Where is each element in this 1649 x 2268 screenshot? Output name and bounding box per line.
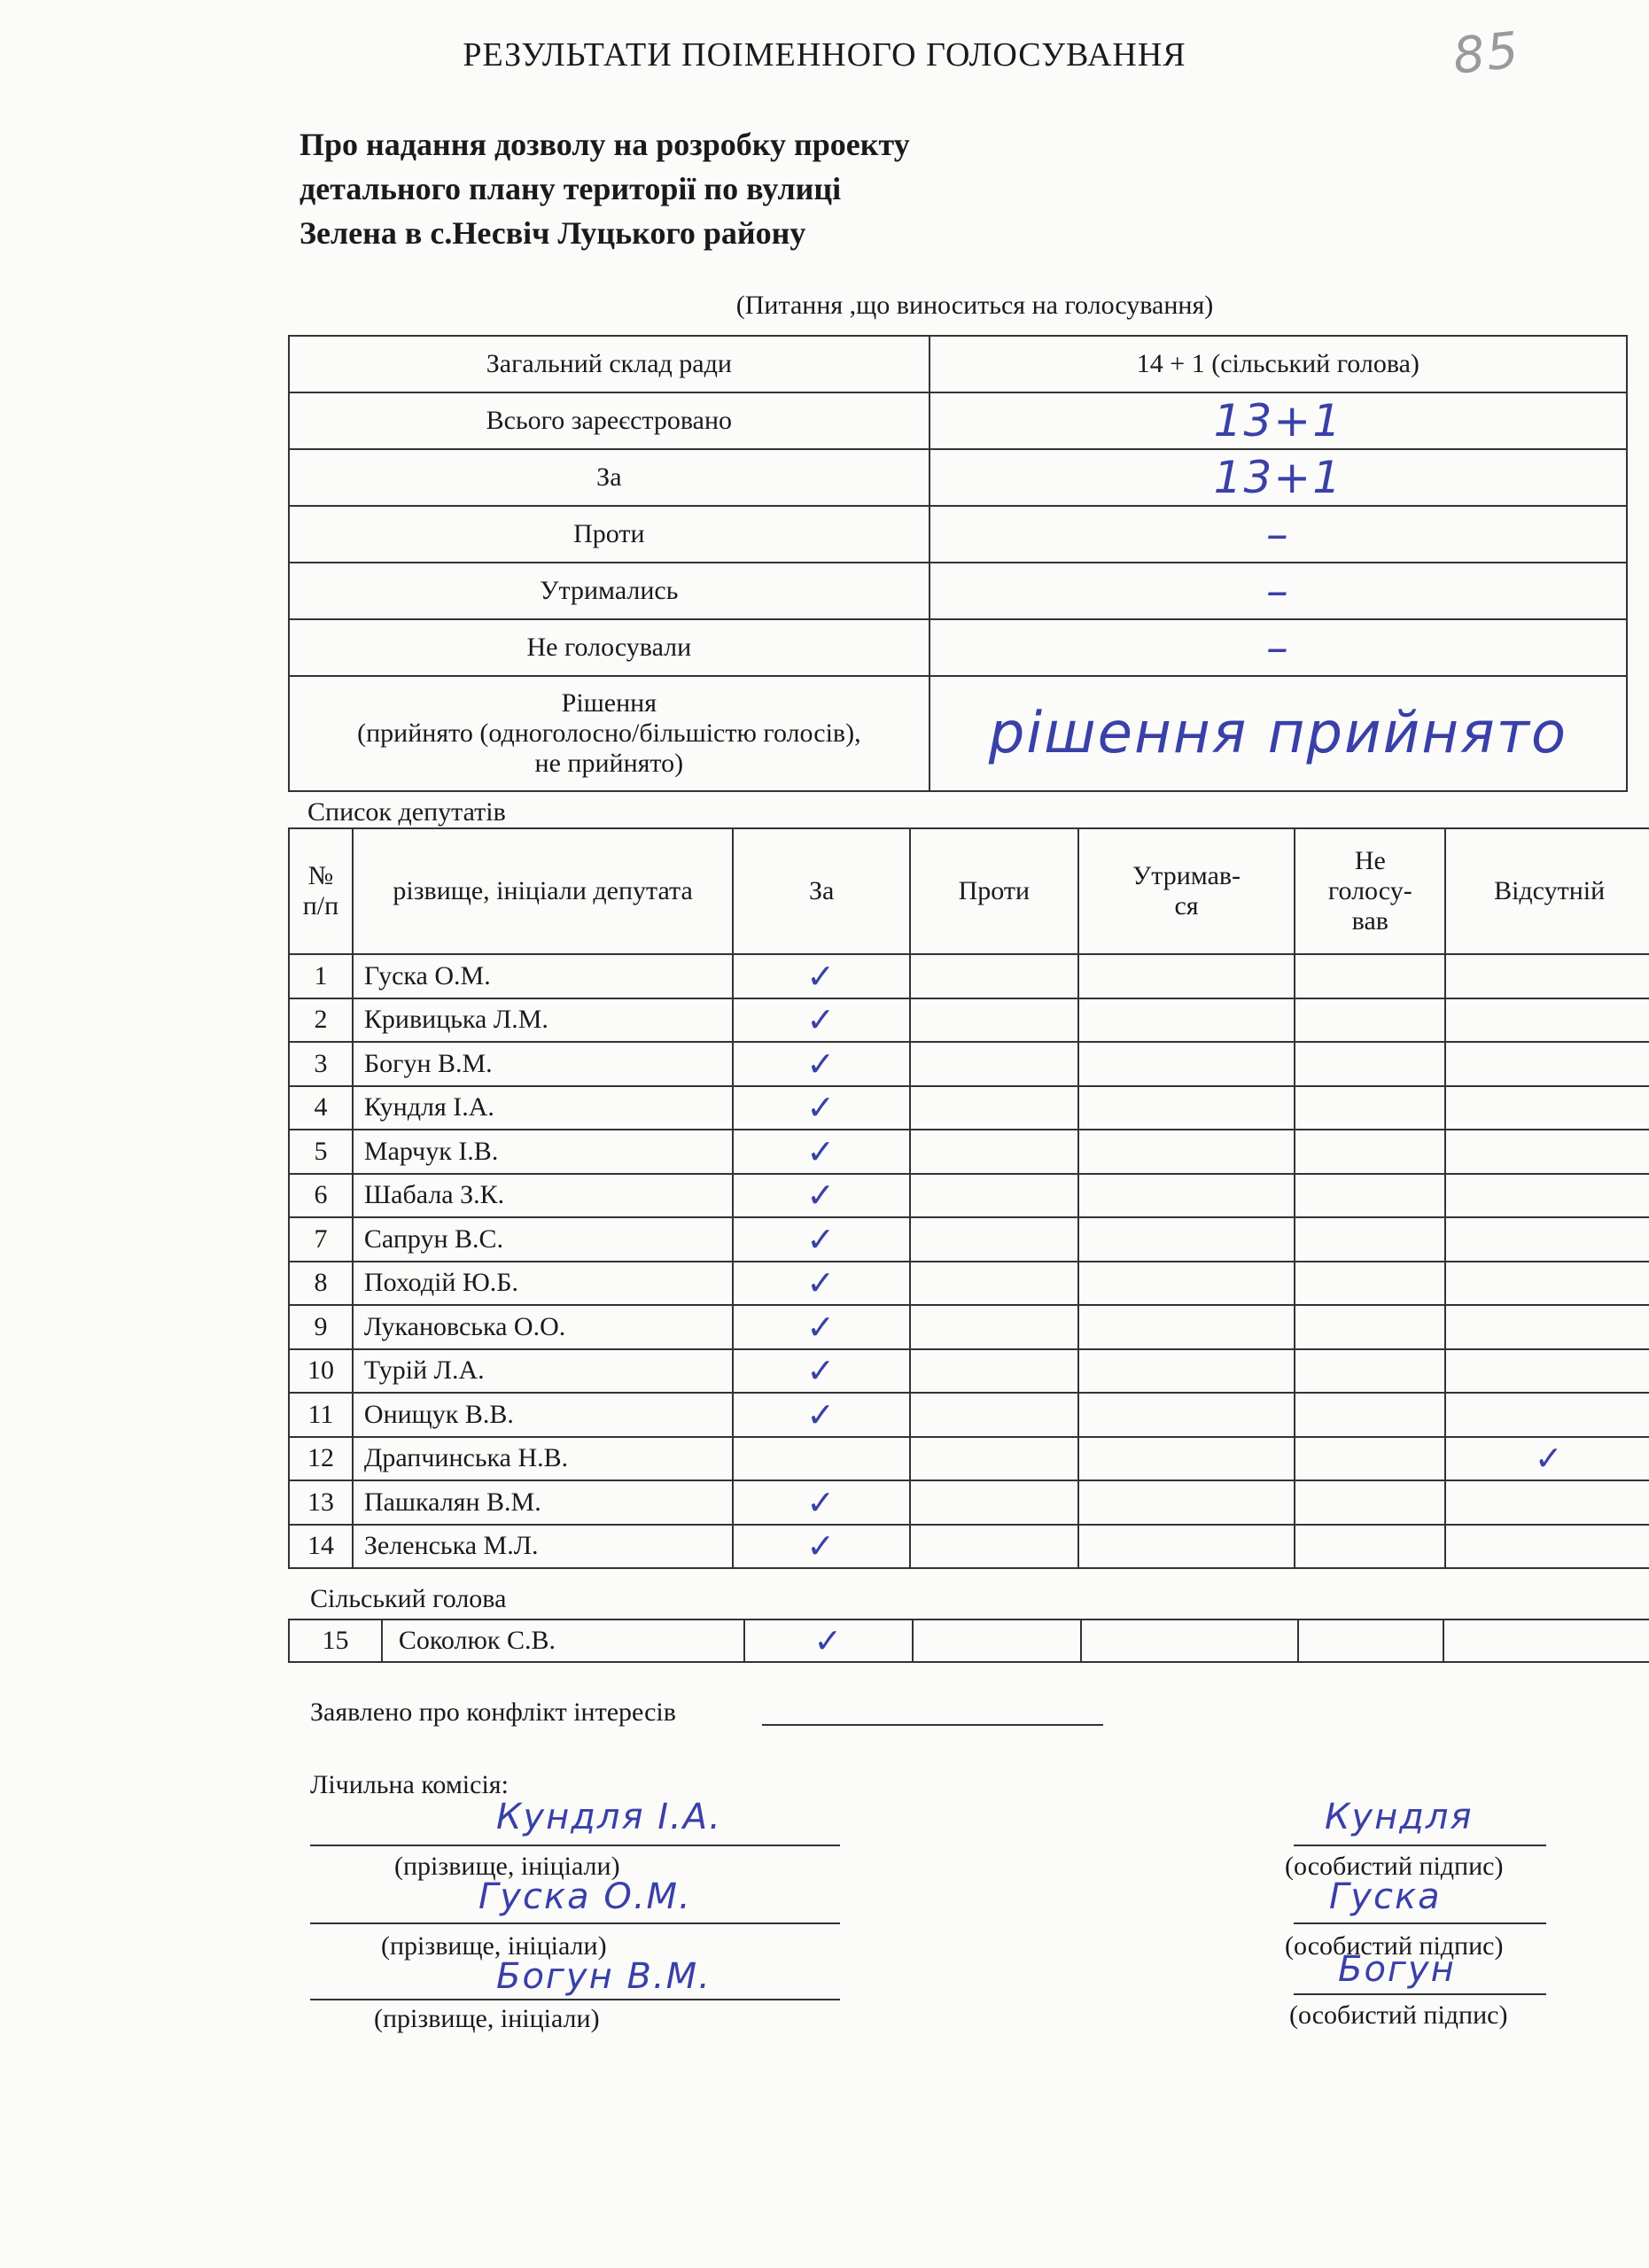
name-line bbox=[310, 1999, 840, 2000]
head-absent-cell bbox=[1443, 1619, 1649, 1662]
summary-row-not-voted bbox=[289, 619, 1627, 676]
vote-against-cell bbox=[910, 1349, 1078, 1394]
deputy-row bbox=[289, 1174, 1649, 1218]
question-caption: (Питання ,що виноситься на голосування) bbox=[735, 291, 1214, 320]
deputy-row bbox=[289, 1305, 1649, 1349]
deputy-row bbox=[289, 998, 1649, 1043]
vote-abstained-cell bbox=[1078, 1086, 1295, 1130]
deputy-name: Сапрун В.С. bbox=[353, 1217, 733, 1262]
decision-label bbox=[289, 676, 930, 791]
deputy-name: Шабала З.К. bbox=[353, 1174, 733, 1218]
vote-for-mark: ✓ bbox=[733, 1042, 910, 1086]
vote-not-voted-cell bbox=[1295, 954, 1445, 998]
vote-not-voted-cell bbox=[1295, 998, 1445, 1043]
vote-abstained-cell bbox=[1078, 954, 1295, 998]
absent-mark bbox=[1445, 954, 1649, 998]
commission-member-name: Гуска О.М. bbox=[478, 1876, 692, 1917]
vote-not-voted-cell bbox=[1295, 1437, 1445, 1481]
vote-for-mark bbox=[733, 1437, 910, 1481]
head-not-voted-cell bbox=[1298, 1619, 1444, 1662]
vote-not-voted-cell bbox=[1295, 1305, 1445, 1349]
vote-abstained-cell bbox=[1078, 1393, 1295, 1437]
for-label: За bbox=[289, 449, 930, 506]
col-abstained-line: ся bbox=[1174, 891, 1199, 920]
vote-abstained-cell bbox=[1078, 1480, 1295, 1525]
signature-caption: (особистий підпис) bbox=[1285, 1852, 1504, 1881]
deputy-name: Гуска О.М. bbox=[353, 954, 733, 998]
absent-mark bbox=[1445, 1262, 1649, 1306]
village-head-row bbox=[289, 1619, 1649, 1662]
not-voted-label: Не голосували bbox=[289, 619, 930, 676]
deputy-name: Походій Ю.Б. bbox=[353, 1262, 733, 1306]
deputy-name: Онищук В.В. bbox=[353, 1393, 733, 1437]
vote-for-mark: ✓ bbox=[733, 1305, 910, 1349]
vote-abstained-cell bbox=[1078, 1525, 1295, 1569]
col-against: Проти bbox=[910, 828, 1078, 954]
vote-abstained-cell bbox=[1078, 1262, 1295, 1306]
col-not-voted-line: вав bbox=[1351, 906, 1388, 936]
abstained-value: – bbox=[930, 563, 1627, 619]
deputy-number: 9 bbox=[289, 1305, 353, 1349]
deputy-name: Кундля І.А. bbox=[353, 1086, 733, 1130]
absent-mark bbox=[1445, 1480, 1649, 1525]
vote-not-voted-cell bbox=[1295, 1042, 1445, 1086]
summary-row-for bbox=[289, 449, 1627, 506]
vote-against-cell bbox=[910, 1437, 1078, 1481]
deputy-number: 5 bbox=[289, 1130, 353, 1174]
vote-for-mark: ✓ bbox=[733, 1217, 910, 1262]
deputy-row bbox=[289, 1525, 1649, 1569]
deputy-row bbox=[289, 1349, 1649, 1394]
vote-not-voted-cell bbox=[1295, 1174, 1445, 1218]
decision-value: рішення прийнято bbox=[930, 676, 1627, 791]
absent-mark bbox=[1445, 998, 1649, 1043]
vote-against-cell bbox=[910, 1042, 1078, 1086]
vote-not-voted-cell bbox=[1295, 1480, 1445, 1525]
vote-abstained-cell bbox=[1078, 1042, 1295, 1086]
deputy-number: 1 bbox=[289, 954, 353, 998]
vote-for-mark: ✓ bbox=[733, 1525, 910, 1569]
deputy-row bbox=[289, 1130, 1649, 1174]
vote-for-mark: ✓ bbox=[733, 1174, 910, 1218]
total-value: 14 + 1 (сільський голова) bbox=[930, 336, 1627, 392]
vote-not-voted-cell bbox=[1295, 1349, 1445, 1394]
head-against-cell bbox=[913, 1619, 1081, 1662]
col-number-line: п/п bbox=[302, 891, 339, 920]
vote-abstained-cell bbox=[1078, 998, 1295, 1043]
deputy-row bbox=[289, 1480, 1649, 1525]
deputy-number: 8 bbox=[289, 1262, 353, 1306]
vote-not-voted-cell bbox=[1295, 1262, 1445, 1306]
summary-row-registered bbox=[289, 392, 1627, 449]
vote-not-voted-cell bbox=[1295, 1525, 1445, 1569]
col-abstained-line: Утримав- bbox=[1132, 861, 1241, 890]
vote-abstained-cell bbox=[1078, 1174, 1295, 1218]
deputy-number: 13 bbox=[289, 1480, 353, 1525]
absent-mark bbox=[1445, 1305, 1649, 1349]
vote-abstained-cell bbox=[1078, 1437, 1295, 1481]
name-line bbox=[310, 1845, 840, 1846]
total-label: Загальний склад ради bbox=[289, 336, 930, 392]
signature-caption: (особистий підпис) bbox=[1289, 2000, 1508, 2030]
deputy-name: Марчук І.В. bbox=[353, 1130, 733, 1174]
document-header: РЕЗУЛЬТАТИ ПОІМЕННОГО ГОЛОСУВАННЯ bbox=[463, 36, 1186, 74]
vote-for-mark: ✓ bbox=[733, 1480, 910, 1525]
vote-for-mark: ✓ bbox=[733, 1393, 910, 1437]
deputy-row bbox=[289, 1262, 1649, 1306]
commission-signature: Богун bbox=[1338, 1949, 1456, 1990]
absent-mark bbox=[1445, 1174, 1649, 1218]
decision-label-line: Рішення bbox=[561, 688, 657, 718]
col-not-voted-line: Не bbox=[1354, 846, 1386, 875]
vote-for-mark: ✓ bbox=[733, 1086, 910, 1130]
deputy-number: 11 bbox=[289, 1393, 353, 1437]
deputy-number: 3 bbox=[289, 1042, 353, 1086]
vote-not-voted-cell bbox=[1295, 1217, 1445, 1262]
vote-against-cell bbox=[910, 1217, 1078, 1262]
vote-against-cell bbox=[910, 1525, 1078, 1569]
vote-against-cell bbox=[910, 1130, 1078, 1174]
vote-against-cell bbox=[910, 1480, 1078, 1525]
col-abstained bbox=[1078, 828, 1295, 954]
name-caption: (прізвище, ініціали) bbox=[374, 2004, 600, 2033]
col-absent: Відсутній bbox=[1445, 828, 1649, 954]
summary-row-abstained bbox=[289, 563, 1627, 619]
absent-mark bbox=[1445, 1086, 1649, 1130]
deputy-row bbox=[289, 1086, 1649, 1130]
deputy-name: Зеленська М.Л. bbox=[353, 1525, 733, 1569]
commission-signature: Кундля bbox=[1325, 1797, 1474, 1837]
vote-not-voted-cell bbox=[1295, 1086, 1445, 1130]
absent-mark bbox=[1445, 1349, 1649, 1394]
deputy-row bbox=[289, 1437, 1649, 1481]
vote-not-voted-cell bbox=[1295, 1130, 1445, 1174]
deputy-name: Кривицька Л.М. bbox=[353, 998, 733, 1043]
vote-for-mark: ✓ bbox=[733, 998, 910, 1043]
deputy-number: 12 bbox=[289, 1437, 353, 1481]
deputy-row bbox=[289, 1042, 1649, 1086]
vote-against-cell bbox=[910, 998, 1078, 1043]
col-number-line: № bbox=[307, 861, 334, 890]
conflict-of-interest-line bbox=[762, 1724, 1103, 1726]
vote-abstained-cell bbox=[1078, 1349, 1295, 1394]
col-not-voted-line: голосу- bbox=[1327, 876, 1412, 905]
decision-label-line: (прийнято (одноголосно/більшістю голосів), bbox=[357, 718, 861, 748]
title-line: Зелена в с.Несвіч Луцького району bbox=[299, 215, 806, 251]
vote-against-cell bbox=[910, 1262, 1078, 1306]
deputy-row bbox=[289, 1393, 1649, 1437]
summary-row-total bbox=[289, 336, 1627, 392]
absent-mark bbox=[1445, 1130, 1649, 1174]
title-line: детального плану території по вулиці bbox=[299, 171, 842, 206]
not-voted-value: – bbox=[930, 619, 1627, 676]
commission-member-name: Богун В.М. bbox=[496, 1956, 712, 1997]
vote-abstained-cell bbox=[1078, 1130, 1295, 1174]
against-label: Проти bbox=[289, 506, 930, 563]
signature-line bbox=[1294, 1922, 1546, 1924]
vote-abstained-cell bbox=[1078, 1305, 1295, 1349]
registered-value: 13+1 bbox=[930, 392, 1627, 449]
col-for: За bbox=[733, 828, 910, 954]
deputy-number: 7 bbox=[289, 1217, 353, 1262]
deputy-name: Драпчинська Н.В. bbox=[353, 1437, 733, 1481]
col-name: різвище, ініціали депутата bbox=[353, 828, 733, 954]
col-number bbox=[289, 828, 353, 954]
absent-mark bbox=[1445, 1393, 1649, 1437]
document-title bbox=[299, 122, 1274, 255]
deputy-name: Лукановська О.О. bbox=[353, 1305, 733, 1349]
absent-mark bbox=[1445, 1042, 1649, 1086]
against-value: – bbox=[930, 506, 1627, 563]
for-value: 13+1 bbox=[930, 449, 1627, 506]
registered-label: Всього зареєстровано bbox=[289, 392, 930, 449]
head-number: 15 bbox=[289, 1619, 382, 1662]
deputies-section-label: Список депутатів bbox=[307, 797, 506, 827]
deputies-table bbox=[288, 827, 1649, 1569]
name-caption: (прізвище, ініціали) bbox=[394, 1852, 620, 1881]
vote-for-mark: ✓ bbox=[733, 1130, 910, 1174]
vote-against-cell bbox=[910, 1174, 1078, 1218]
deputy-row bbox=[289, 1217, 1649, 1262]
abstained-label: Утримались bbox=[289, 563, 930, 619]
deputy-number: 6 bbox=[289, 1174, 353, 1218]
vote-not-voted-cell bbox=[1295, 1393, 1445, 1437]
title-line: Про надання дозволу на розробку проекту bbox=[299, 127, 910, 162]
deputy-number: 2 bbox=[289, 998, 353, 1043]
signature-line bbox=[1294, 1993, 1546, 1995]
village-head-label: Сільський голова bbox=[310, 1584, 507, 1613]
deputy-name: Турій Л.А. bbox=[353, 1349, 733, 1394]
deputy-number: 10 bbox=[289, 1349, 353, 1394]
vote-for-mark: ✓ bbox=[733, 954, 910, 998]
deputy-name: Богун В.М. bbox=[353, 1042, 733, 1086]
absent-mark bbox=[1445, 1525, 1649, 1569]
col-not-voted bbox=[1295, 828, 1445, 954]
counting-commission-label: Лічильна комісія: bbox=[310, 1770, 509, 1799]
deputy-name: Пашкалян В.М. bbox=[353, 1480, 733, 1525]
vote-abstained-cell bbox=[1078, 1217, 1295, 1262]
vote-summary-table bbox=[288, 335, 1628, 792]
conflict-of-interest-label: Заявлено про конфлікт інтересів bbox=[310, 1697, 676, 1727]
village-head-table bbox=[288, 1619, 1649, 1663]
head-name: Соколюк С.В. bbox=[382, 1619, 745, 1662]
deputy-number: 4 bbox=[289, 1086, 353, 1130]
vote-against-cell bbox=[910, 1305, 1078, 1349]
commission-member-name: Кундля І.А. bbox=[496, 1797, 722, 1837]
absent-mark bbox=[1445, 1217, 1649, 1262]
head-abstained-cell bbox=[1081, 1619, 1298, 1662]
summary-row-against bbox=[289, 506, 1627, 563]
page-number: 85 bbox=[1450, 21, 1523, 86]
deputy-number: 14 bbox=[289, 1525, 353, 1569]
signature-caption: (особистий підпис) bbox=[1285, 1931, 1504, 1961]
decision-label-line: не прийнято) bbox=[534, 749, 684, 778]
name-line bbox=[310, 1922, 840, 1924]
absent-mark: ✓ bbox=[1445, 1437, 1649, 1481]
signature-line bbox=[1294, 1845, 1546, 1846]
deputy-row bbox=[289, 954, 1649, 998]
vote-against-cell bbox=[910, 1086, 1078, 1130]
vote-for-mark: ✓ bbox=[733, 1349, 910, 1394]
deputies-header-row bbox=[289, 828, 1649, 954]
head-vote-for-mark: ✓ bbox=[744, 1619, 913, 1662]
commission-signature: Гуска bbox=[1329, 1876, 1442, 1917]
vote-against-cell bbox=[910, 954, 1078, 998]
vote-for-mark: ✓ bbox=[733, 1262, 910, 1306]
vote-against-cell bbox=[910, 1393, 1078, 1437]
name-caption: (прізвище, ініціали) bbox=[381, 1931, 607, 1961]
summary-row-decision bbox=[289, 676, 1627, 791]
